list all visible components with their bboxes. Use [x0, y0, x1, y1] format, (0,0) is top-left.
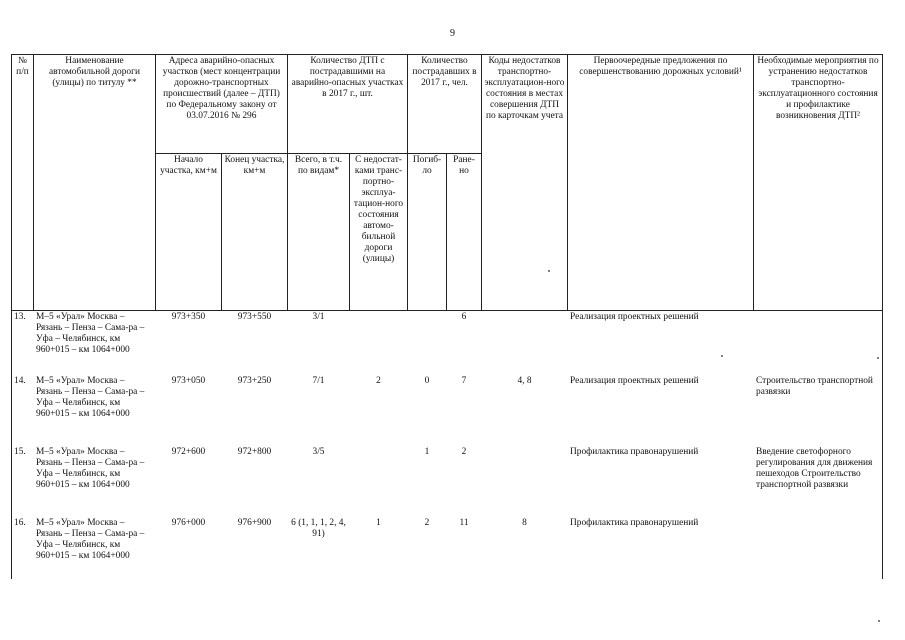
row-start: 972+600 [156, 446, 222, 517]
row-num: 15. [12, 446, 34, 517]
col-defects-header: С недостат-ками транс-портно-эксплуа-тацион-ного состояния автомо-бильной дороги (улицы) [350, 154, 408, 311]
scan-speck [721, 355, 723, 357]
row-total: 3/1 [288, 311, 350, 376]
table-row [12, 446, 883, 517]
row-killed: 2 [408, 517, 447, 579]
header-row-1 [12, 55, 883, 154]
row-defects: 2 [376, 376, 381, 386]
row-road: М–5 «Урал» Москва – Рязань – Пенза – Сама-ра – Уфа – Челябинск, км 960+015 – км 1064+000 [36, 376, 145, 419]
col-start-header: Начало участка, км+м [156, 154, 222, 311]
col-total-header: Всего, в т.ч. по видам* [288, 154, 350, 311]
scan-speck [878, 620, 880, 622]
row-codes: 8 [482, 517, 568, 579]
col-codes-header: Коды недостатков транспортно-эксплуатацион-ного состояния в местах совершения ДТП по карточкам учета [482, 55, 568, 311]
row-measures: Введение светофорного регулирования для движения пешеходов Строительство транспортной развязки [754, 446, 883, 517]
row-road: М–5 «Урал» Москва – Рязань – Пенза – Сама-ра – Уфа – Челябинск, км 960+015 – км 1064+000 [36, 447, 145, 490]
row-total: 3/5 [288, 446, 350, 517]
row-total: 7/1 [288, 375, 350, 446]
row-start: 973+350 [156, 311, 222, 376]
table-row [12, 517, 883, 579]
accident-sites-table [11, 54, 883, 579]
page-number: 9 [450, 28, 455, 39]
row-injured: 2 [461, 447, 467, 457]
row-codes [482, 311, 568, 376]
row-end: 972+800 [237, 447, 272, 457]
row-codes: 4, 8 [482, 375, 568, 446]
row-road: М–5 «Урал» Москва – Рязань – Пенза – Сама-ра – Уфа – Челябинск, км 960+015 – км 1064+000 [36, 518, 145, 561]
col-victims-header: Количество пострадавших в 2017 г., чел. [408, 55, 482, 154]
col-end-header: Конец участка, км+м [222, 154, 288, 311]
row-start: 976+000 [156, 517, 222, 579]
col-dtp-count-header: Количество ДТП с пострадавшими на аварийно-опасных участках в 2017 г., шт. [288, 55, 408, 154]
row-end: 973+250 [237, 376, 272, 386]
table-row [12, 311, 883, 376]
row-num: 13. [12, 311, 34, 376]
row-injured: 7 [461, 376, 467, 386]
row-codes [482, 446, 568, 517]
scan-speck [548, 270, 550, 272]
row-measures: Строительство транспортной развязки [754, 375, 883, 446]
row-proposals: Профилактика правонарушений [568, 517, 754, 579]
row-killed: 0 [408, 375, 447, 446]
table-row [12, 375, 883, 446]
row-defects: 1 [376, 518, 381, 528]
col-road-header: Наименование автомобильной дороги (улицы) по титулу ** [34, 55, 156, 311]
row-proposals: Профилактика правонарушений [568, 446, 754, 517]
row-num: 14. [12, 375, 34, 446]
col-injured-header: Ране-но [447, 154, 482, 311]
col-address-header: Адреса аварийно-опасных участков (мест концентрации дорожно-транспортных происшествий (далее – ДТП) по Федеральному закону от 03.07.2016 № 296 [156, 55, 288, 154]
col-measures-header: Необходимые мероприятия по устранению недостатков транспортно-эксплуатационного состояния и профилактике возникновения ДТП² [754, 55, 883, 311]
col-proposals-header: Первоочередные предложения по совершенствованию дорожных условий¹ [568, 55, 754, 311]
row-end: 976+900 [237, 518, 272, 528]
row-measures [754, 311, 883, 376]
row-injured: 11 [459, 518, 469, 528]
row-killed: 1 [408, 446, 447, 517]
scan-speck [877, 357, 879, 359]
col-killed-header: Погиб-ло [408, 154, 447, 311]
col-num-header: № п/п [12, 55, 34, 311]
row-defects [350, 446, 408, 517]
row-measures [754, 517, 883, 579]
row-num: 16. [12, 517, 34, 579]
row-total: 6 (1, 1, 1, 2, 4, 91) [288, 517, 350, 579]
row-end: 973+550 [237, 312, 272, 322]
row-start: 973+050 [156, 375, 222, 446]
row-road: М–5 «Урал» Москва – Рязань – Пенза – Сама-ра – Уфа – Челябинск, км 960+015 – км 1064+000 [36, 312, 145, 355]
row-proposals: Реализация проектных решений [568, 311, 754, 376]
row-proposals: Реализация проектных решений [568, 375, 754, 446]
row-killed [408, 311, 447, 376]
row-defects [350, 311, 408, 376]
row-injured: 6 [461, 312, 467, 322]
